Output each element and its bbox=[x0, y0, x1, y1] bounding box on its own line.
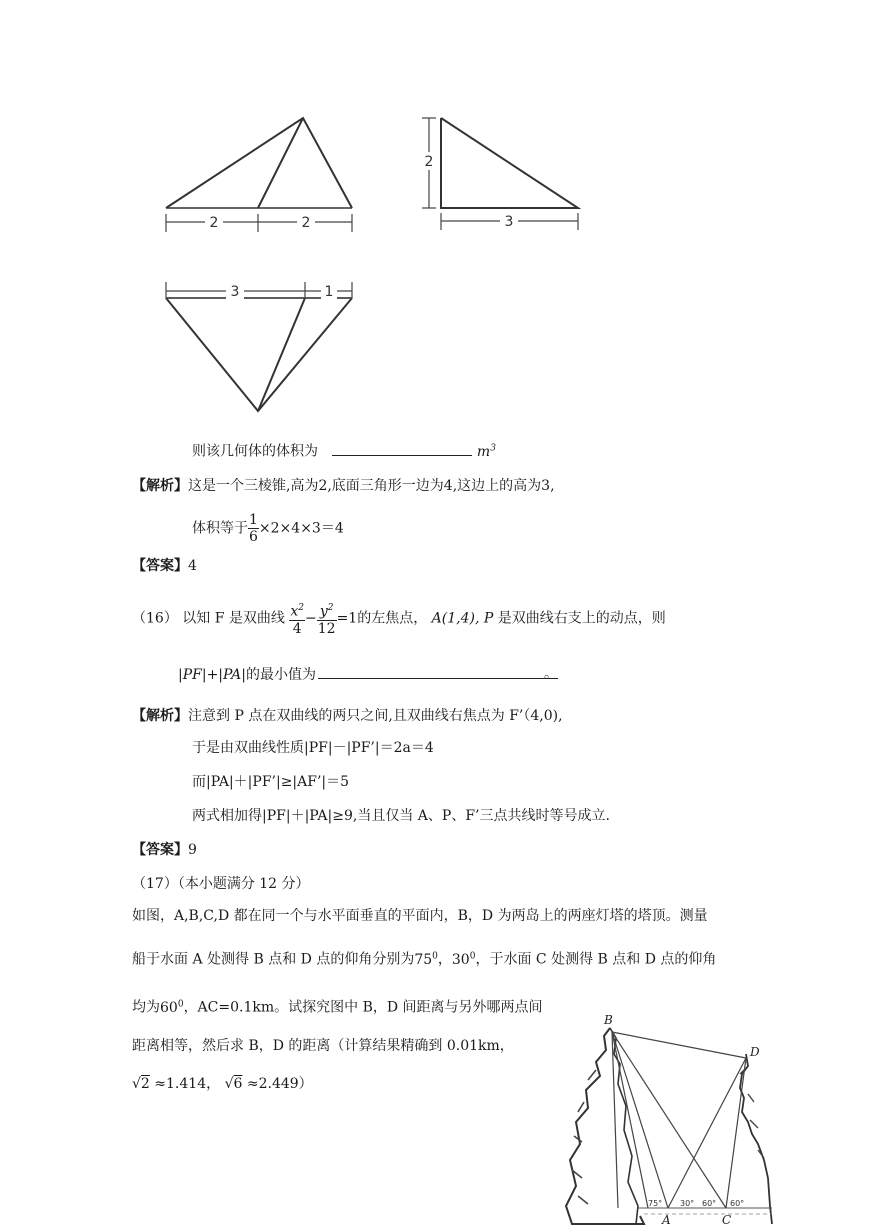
q16-answer-blank: 。 bbox=[318, 664, 558, 679]
sight-line-BD bbox=[612, 1032, 746, 1058]
fig-angle-60a: 60° bbox=[702, 1199, 717, 1208]
q17-header: （17）（本小题满分 12 分） bbox=[132, 876, 310, 892]
q17-line-1: 如图，A,B,C,D 都在同一个与水平面垂直的平面内，B，D 为两岛上的两座灯塔的塔顶。测量 bbox=[132, 908, 708, 924]
dim-top-right: 1 bbox=[324, 284, 334, 300]
q16-question-line-2 bbox=[178, 664, 558, 685]
q17-angle-30: $30^0$ bbox=[451, 951, 476, 968]
q15-answer-line bbox=[132, 556, 197, 576]
q16-answer-line bbox=[132, 840, 197, 860]
fig-angle-75: 75° bbox=[648, 1199, 663, 1208]
fig-angle-60b: 60° bbox=[730, 1199, 745, 1208]
q16-answer-value: 9 bbox=[188, 842, 197, 858]
q17-line-3: 均为$60^0$，AC=0.1km。试探究图中 B，D 间距离与另外哪两点间 bbox=[132, 999, 543, 1016]
q17-line-5: √2 ≈1.414， √6 ≈2.449） bbox=[132, 1076, 313, 1092]
three-view-drawings bbox=[0, 0, 869, 430]
dim-front-right: 2 bbox=[301, 215, 311, 231]
q16-analysis-line-0: 【解析】注意到 P 点在双曲线的两只之间,且双曲线右焦点为 F’（4,0), bbox=[132, 708, 563, 724]
q15-volume-line bbox=[192, 512, 344, 545]
q16-analysis-line-1: 于是由双曲线性质|PF|－|PF’|＝2a＝4 bbox=[192, 740, 434, 756]
q15-analysis-text: 这是一个三棱锥,高为2,底面三角形一边为4,这边上的高为3, bbox=[188, 478, 555, 494]
q16-frac-x: $\frac{x^2}{4}$ bbox=[289, 600, 305, 637]
side-view-outline bbox=[441, 118, 578, 208]
q15-volume-fraction: $\frac{1}{6}$ bbox=[249, 512, 258, 545]
sqrt2-symbol: √2 bbox=[132, 1076, 150, 1092]
q16-eq-one: =1 bbox=[336, 610, 358, 627]
fig-label-D: D bbox=[750, 1045, 760, 1059]
q16-answer-label: 【答案】 bbox=[132, 842, 188, 858]
q15-answer-value: 4 bbox=[188, 558, 197, 574]
sight-line-CD bbox=[726, 1058, 746, 1208]
dim-front-left: 2 bbox=[209, 215, 219, 231]
q16-text-c: 是双曲线右支上的动点，则 bbox=[497, 610, 666, 627]
q16-text-d: 的最小值为 bbox=[245, 667, 316, 683]
sight-line-AB bbox=[612, 1032, 668, 1208]
q16-abs-expr: |PF|+|PA| bbox=[178, 667, 246, 683]
front-view-outline bbox=[166, 118, 352, 208]
q17-angle-60: $60^0$ bbox=[160, 999, 184, 1016]
q17-line-2: 船于水面 A 处测得 B 点和 D 点的仰角分别为$75^0$，$30^0$，于水面 C 处测得 B 点和 D 点的仰角 bbox=[132, 951, 717, 968]
q15-prompt: 则该几何体的体积为 bbox=[192, 443, 318, 460]
dim-side-base: 3 bbox=[504, 214, 514, 230]
q17-angle-75: $75^0$ bbox=[414, 951, 438, 968]
top-view-outline bbox=[166, 298, 352, 411]
q15-answer-label: 【答案】 bbox=[132, 558, 188, 574]
fig-label-B: B bbox=[604, 1013, 613, 1027]
q16-text-a: 以知 F 是双曲线 bbox=[182, 610, 285, 627]
dim-top-left: 3 bbox=[230, 284, 240, 300]
fig-angle-30: 30° bbox=[680, 1199, 695, 1208]
dim-side-height: 2 bbox=[424, 154, 434, 170]
sqrt6-symbol: √6 bbox=[224, 1076, 243, 1092]
q15-prompt-line bbox=[192, 438, 496, 462]
q15-analysis-line bbox=[132, 476, 555, 496]
fig-label-C: C bbox=[722, 1213, 732, 1227]
q15-answer-blank bbox=[332, 441, 472, 456]
lighthouse-figure bbox=[558, 1010, 788, 1228]
q16-frac-y: $\frac{y^2}{12}$ bbox=[317, 600, 337, 637]
q16-analysis-line-3: 两式相加得|PF|＋|PA|≥9,当且仅当 A、P、F’三点共线时等号成立. bbox=[192, 808, 610, 824]
q15-volume-suffix: ×2×4×3＝4 bbox=[258, 520, 344, 537]
q16-point-a: A(1,4), P bbox=[431, 610, 494, 627]
q16-number: （16） bbox=[132, 610, 178, 627]
q16-text-b: 的左焦点， bbox=[357, 610, 428, 627]
sight-line-CB bbox=[612, 1032, 726, 1208]
front-view-inner-edge bbox=[258, 118, 303, 208]
fig-label-A: A bbox=[662, 1213, 671, 1227]
q16-analysis-line-2: 而|PA|＋|PF’|≥|AF’|＝5 bbox=[192, 774, 350, 790]
q17-line-4: 距离相等，然后求 B，D 的距离（计算结果精确到 0.01km， bbox=[132, 1038, 514, 1054]
q15-volume-prefix: 体积等于 bbox=[192, 520, 248, 537]
q16-question-line bbox=[132, 600, 666, 637]
q15-unit: $m^3$ bbox=[476, 443, 496, 460]
q15-analysis-label: 【解析】 bbox=[132, 478, 188, 494]
sight-line-AD bbox=[668, 1058, 746, 1208]
q16-analysis-label: 【解析】 bbox=[132, 708, 188, 724]
q16-minus: − bbox=[305, 610, 317, 627]
top-view-inner-edge bbox=[258, 298, 305, 411]
